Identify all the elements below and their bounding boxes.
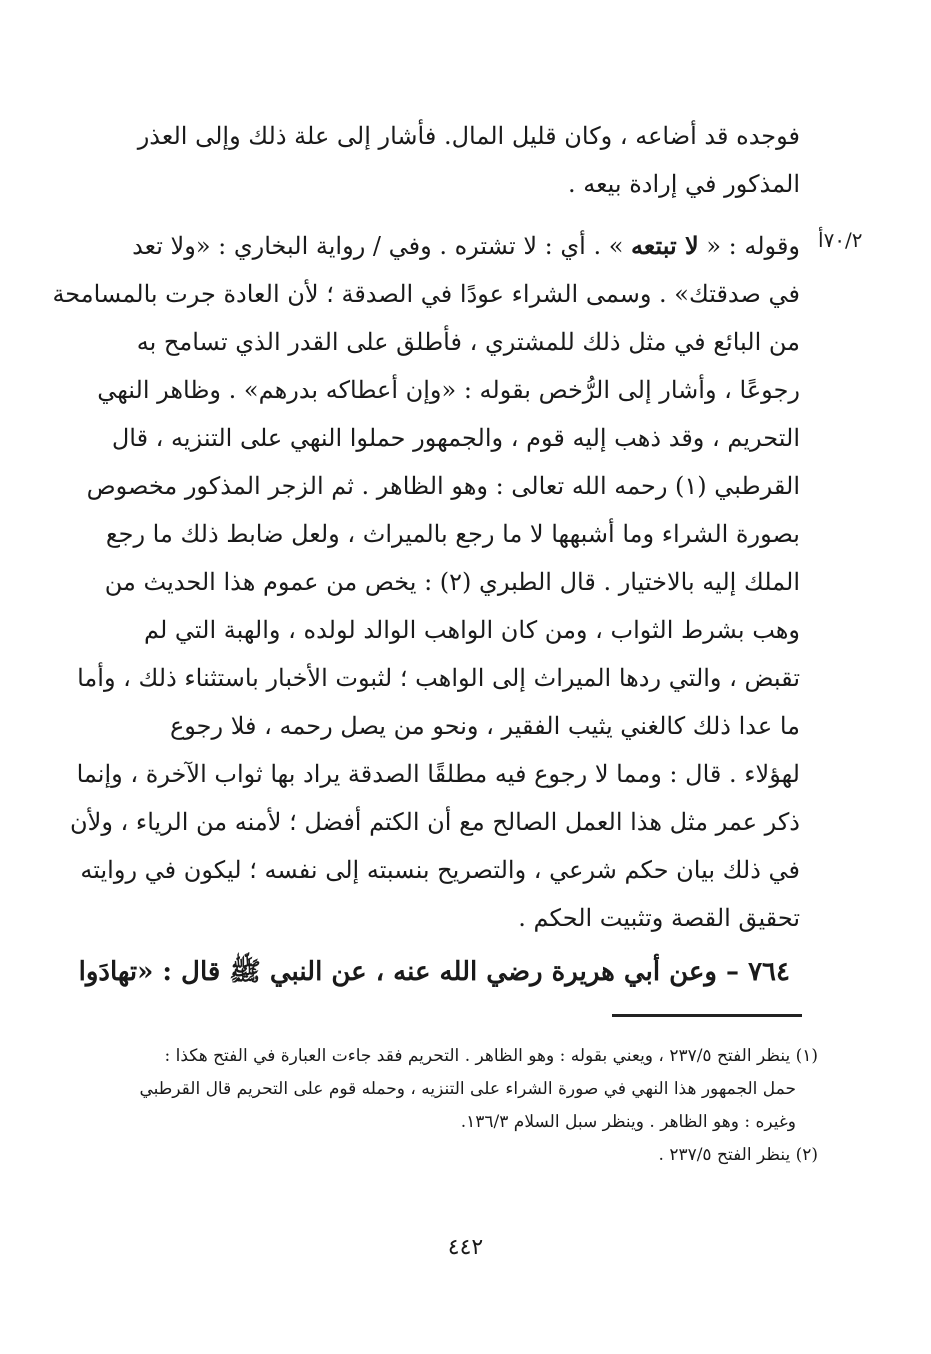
text-line: وهب بشرط الثواب ، ومن كان الواهب الوالد لولده ، والهبة التي لم — [143, 616, 800, 644]
text-fragment: وقوله : « — [698, 232, 800, 260]
text-line: رجوعًا ، وأشار إلى الرُّخص بقوله : «وإن أعطاكه بدرهم» . وظاهر النهي — [97, 376, 800, 404]
text-line: التحريم ، وقد ذهب إليه قوم ، والجمهور حملوا النهي على التنزيه ، قال — [111, 424, 800, 452]
text-fragment: » . أي : لا تشتره . وفي / رواية البخاري : «ولا تعد — [132, 232, 632, 260]
hadith-heading: ٧٦٤ – وعن أبي هريرة رضي الله عنه ، عن النبي ﷺ قال : «تهادَوا — [78, 957, 790, 987]
footnote-line: حمل الجمهور هذا النهي في صورة الشراء على التنزيه ، وحمله قوم على التحريم قال القرطبي — [139, 1079, 796, 1099]
margin-folio-reference: ٧٠/٢أ — [818, 228, 863, 252]
footnote-line: وغيره : وهو الظاهر . وينظر سبل السلام ١٣٦/٣. — [460, 1112, 796, 1132]
text-line: في صدقتك» . وسمى الشراء عودًا في الصدقة ؛ لأن العادة جرت بالمسامحة — [52, 280, 800, 308]
text-line: لهؤلاء . قال : ومما لا رجوع فيه مطلقًا الصدقة يراد بها ثواب الآخرة ، وإنما — [76, 760, 800, 788]
quoted-term: لا تبتعه — [631, 231, 699, 260]
text-line: من البائع في مثل ذلك للمشتري ، فأطلق على القدر الذي تسامح به — [136, 328, 800, 356]
text-line: بصورة الشراء وما أشبهها لا ما رجع بالميراث ، ولعل ضابط ذلك ما رجع — [105, 520, 800, 548]
text-line — [128, 222, 800, 270]
footnote-line: (٢) ينظر الفتح ٢٣٧/٥ . — [658, 1145, 818, 1165]
text-line: القرطبي (١) رحمه الله تعالى : وهو الظاهر . ثم الزجر المذكور مخصوص — [86, 472, 800, 500]
text-line: في ذلك بيان حكم شرعي ، والتصريح بنسبته إلى نفسه ؛ ليكون في روايته — [80, 856, 800, 884]
text-line: فوجده قد أضاعه ، وكان قليل المال. فأشار إلى علة ذلك وإلى العذر — [137, 122, 800, 150]
paragraph-1 — [128, 112, 800, 208]
text-line: الملك إليه بالاختيار . قال الطبري (٢) : يخص من عموم هذا الحديث من — [104, 568, 800, 596]
footnotes — [128, 1040, 818, 1172]
text-line: ذكر عمر مثل هذا العمل الصالح مع أن الكتم أفضل ؛ لأمنه من الرياء ، ولأن — [70, 808, 800, 836]
paragraph-2 — [52, 222, 800, 942]
text-line: المذكور في إرادة بيعه . — [567, 170, 800, 198]
text-line: تقبض ، والتي ردها الميراث إلى الواهب ؛ لثبوت الأخبار باستثناء ذلك ، وأما — [77, 664, 800, 692]
text-line: ما عدا ذلك كالغني يثيب الفقير ، ونحو من يصل رحمه ، فلا رجوع — [169, 712, 800, 740]
footnote-separator — [612, 1014, 802, 1017]
footnote-line: (١) ينظر الفتح ٢٣٧/٥ ، ويعني بقوله : وهو الظاهر . التحريم فقد جاءت العبارة في الفتح هكذا : — [164, 1046, 818, 1066]
text-line: تحقيق القصة وتثبيت الحكم . — [518, 904, 800, 932]
page-number: ٤٤٢ — [447, 1235, 484, 1260]
